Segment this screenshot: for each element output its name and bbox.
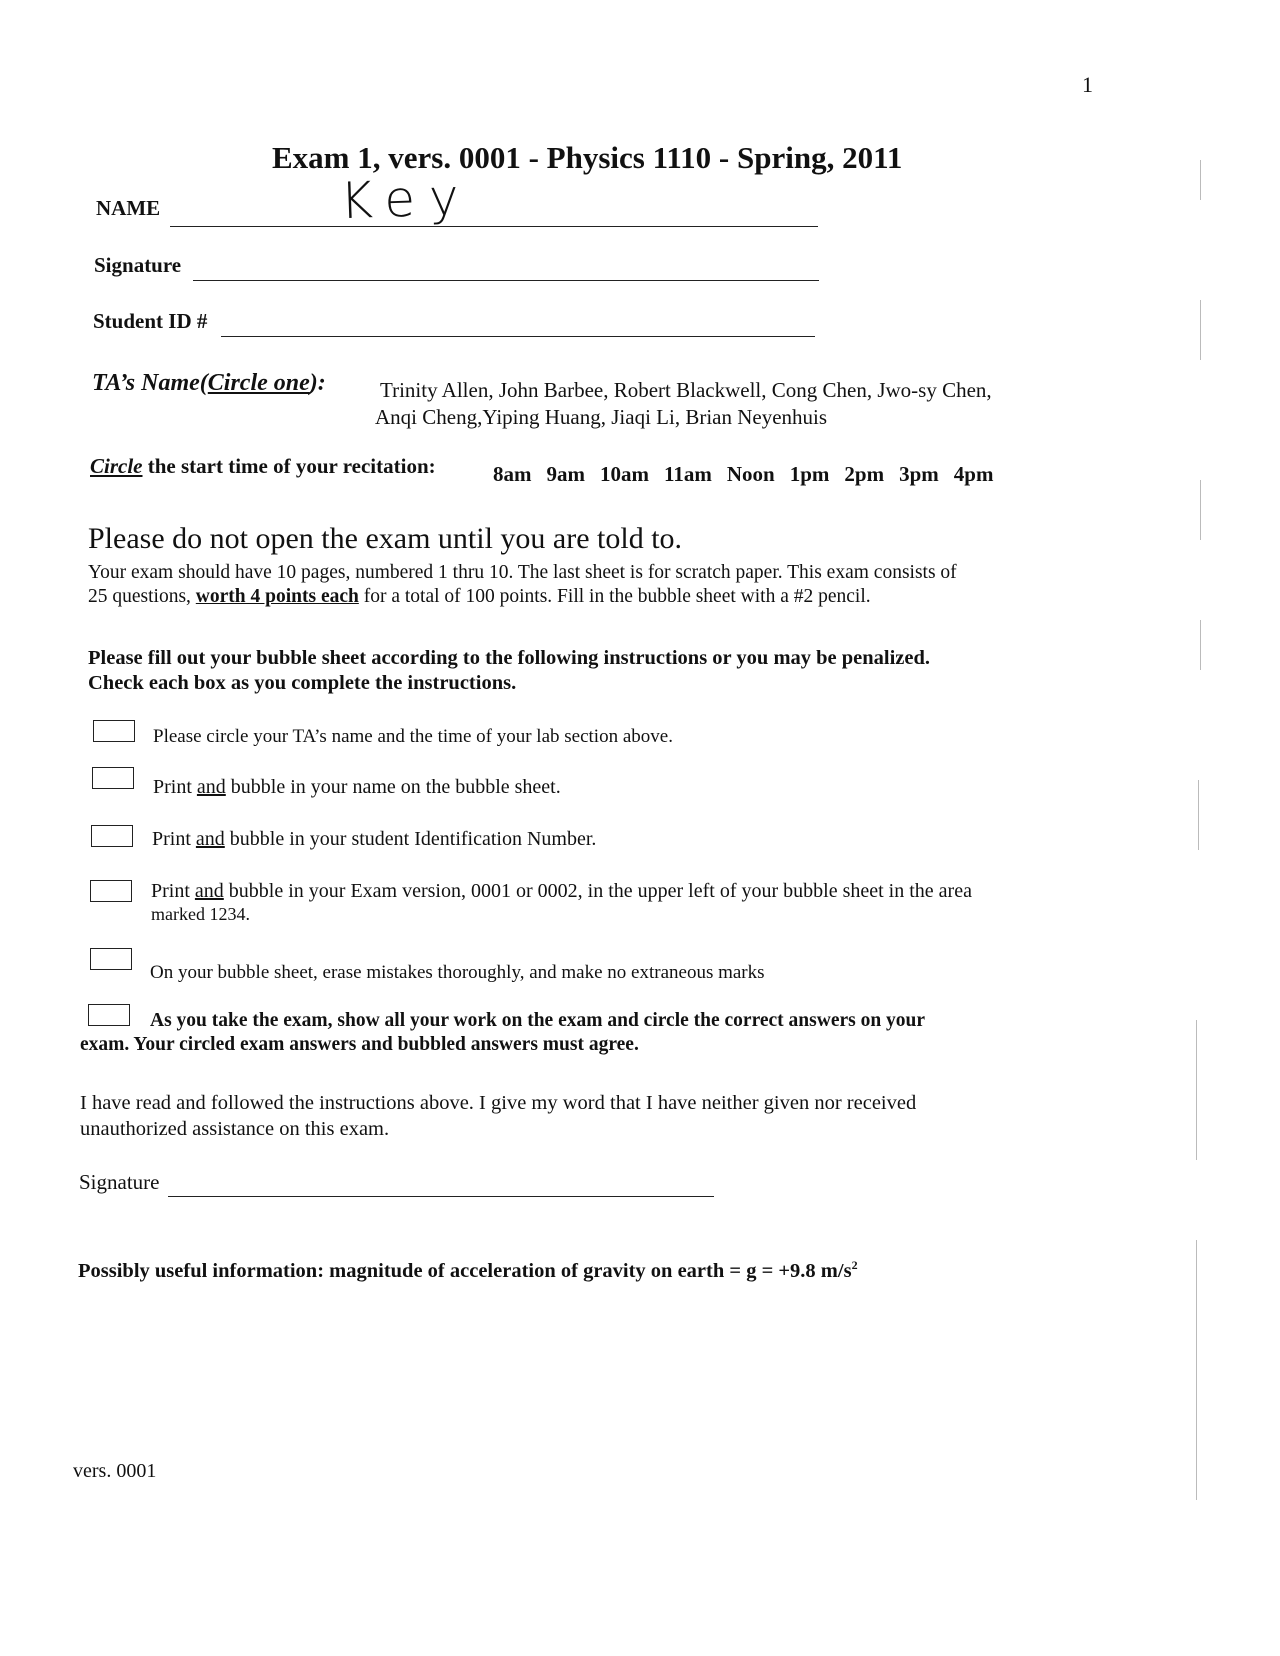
scan-artifact [1200,160,1201,200]
checkbox[interactable] [91,825,133,847]
student-id-label: Student ID # [93,309,208,333]
ta-label-name: Name( [141,370,208,396]
pledge-line2: unauthorized assistance on this exam. [80,1118,390,1140]
instruction-item: Print and bubble in your Exam version, 0001 or 0002, in the upper left of your bubble sheet in the area [151,880,972,902]
signature-line[interactable] [193,280,819,281]
notice-heading: Please do not open the exam until you are told to. [88,522,683,555]
time-option[interactable]: Noon [726,462,775,486]
time-option[interactable]: 2pm [844,462,885,486]
scan-artifact [1200,620,1201,670]
time-option[interactable]: 9am [546,462,585,486]
time-option[interactable]: 3pm [899,462,939,486]
recitation-times [493,462,993,487]
points-emphasis: worth 4 points each [195,586,359,607]
notice-line1: Your exam should have 10 pages, numbered 1 thru 10. The last sheet is for scratch paper. This exam consists of [88,562,957,583]
instruction-item: Please circle your TA’s name and the time of your lab section above. [153,726,673,747]
time-option[interactable]: 10am [600,462,649,486]
ta-names-line2[interactable]: Anqi Cheng,Yiping Huang, Jiaqi Li, Brian Neyenhuis [375,405,828,429]
checkbox[interactable] [90,880,132,902]
useful-info: Possibly useful information: magnitude of acceleration of gravity on earth = g = +9.8 $m/s^2$ [78,1258,858,1282]
instruction-item: Print and bubble in your student Identification Number. [152,828,597,850]
ta-label-suffix: ): [309,370,326,396]
page-number: 1 [1082,72,1093,97]
signature-label: Signature [94,253,182,277]
ta-label-circle: Circle one [207,370,310,396]
ta-label [92,370,326,397]
instruction-item: Print and bubble in your name on the bubble sheet. [153,776,561,798]
ta-label-prefix: TA’s [92,370,142,396]
time-option[interactable]: 1pm [789,462,830,486]
checkbox[interactable] [93,720,135,742]
recitation-text: the start time of your recitation: [142,454,436,478]
scan-artifact [1196,1020,1197,1160]
pledge-signature-line[interactable] [168,1196,714,1197]
ta-names-line1[interactable]: Trinity Allen, John Barbee, Robert Blackwell, Cong Chen, Jwo-sy Chen, [380,378,992,402]
instructions-heading-2: Check each box as you complete the instructions. [88,672,517,694]
name-label: NAME [96,196,161,220]
pledge-line1: I have read and followed the instructions above. I give my word that I have neither given nor received [80,1092,917,1114]
instruction-item: As you take the exam, show all your work on the exam and circle the correct answers on your [150,1010,926,1031]
scan-artifact [1200,300,1201,360]
instruction-item-cont: marked 1234. [151,904,250,924]
time-option[interactable]: 4pm [953,462,994,486]
checkbox[interactable] [92,767,134,789]
checkbox[interactable] [88,1004,130,1026]
instructions-heading-1: Please fill out your bubble sheet according to the following instructions or you may be penalized. [88,647,931,669]
time-option[interactable]: 8am [493,462,532,486]
footer-version: vers. 0001 [73,1460,157,1482]
scan-artifact [1198,780,1199,850]
recitation-prompt [90,454,436,479]
instruction-item: On your bubble sheet, erase mistakes thoroughly, and make no extraneous marks [150,962,765,983]
name-line[interactable] [170,226,818,227]
pledge-signature-label: Signature [79,1170,160,1194]
checkbox[interactable] [90,948,132,970]
instruction-item-cont: exam. Your circled exam answers and bubbled answers must agree. [80,1034,639,1055]
exam-title: Exam 1, vers. 0001 - Physics 1110 - Spring, 2011 [272,140,903,175]
notice-line2: 25 questions, worth 4 points each for a total of 100 points. Fill in the bubble sheet with a #2 pencil. [88,586,871,607]
recitation-circle-word: Circle [90,454,143,478]
scan-artifact [1196,1240,1197,1500]
student-id-line[interactable] [221,336,815,337]
name-handwritten-value: Key [339,167,474,231]
time-option[interactable]: 11am [664,462,712,486]
scan-artifact [1200,480,1201,540]
